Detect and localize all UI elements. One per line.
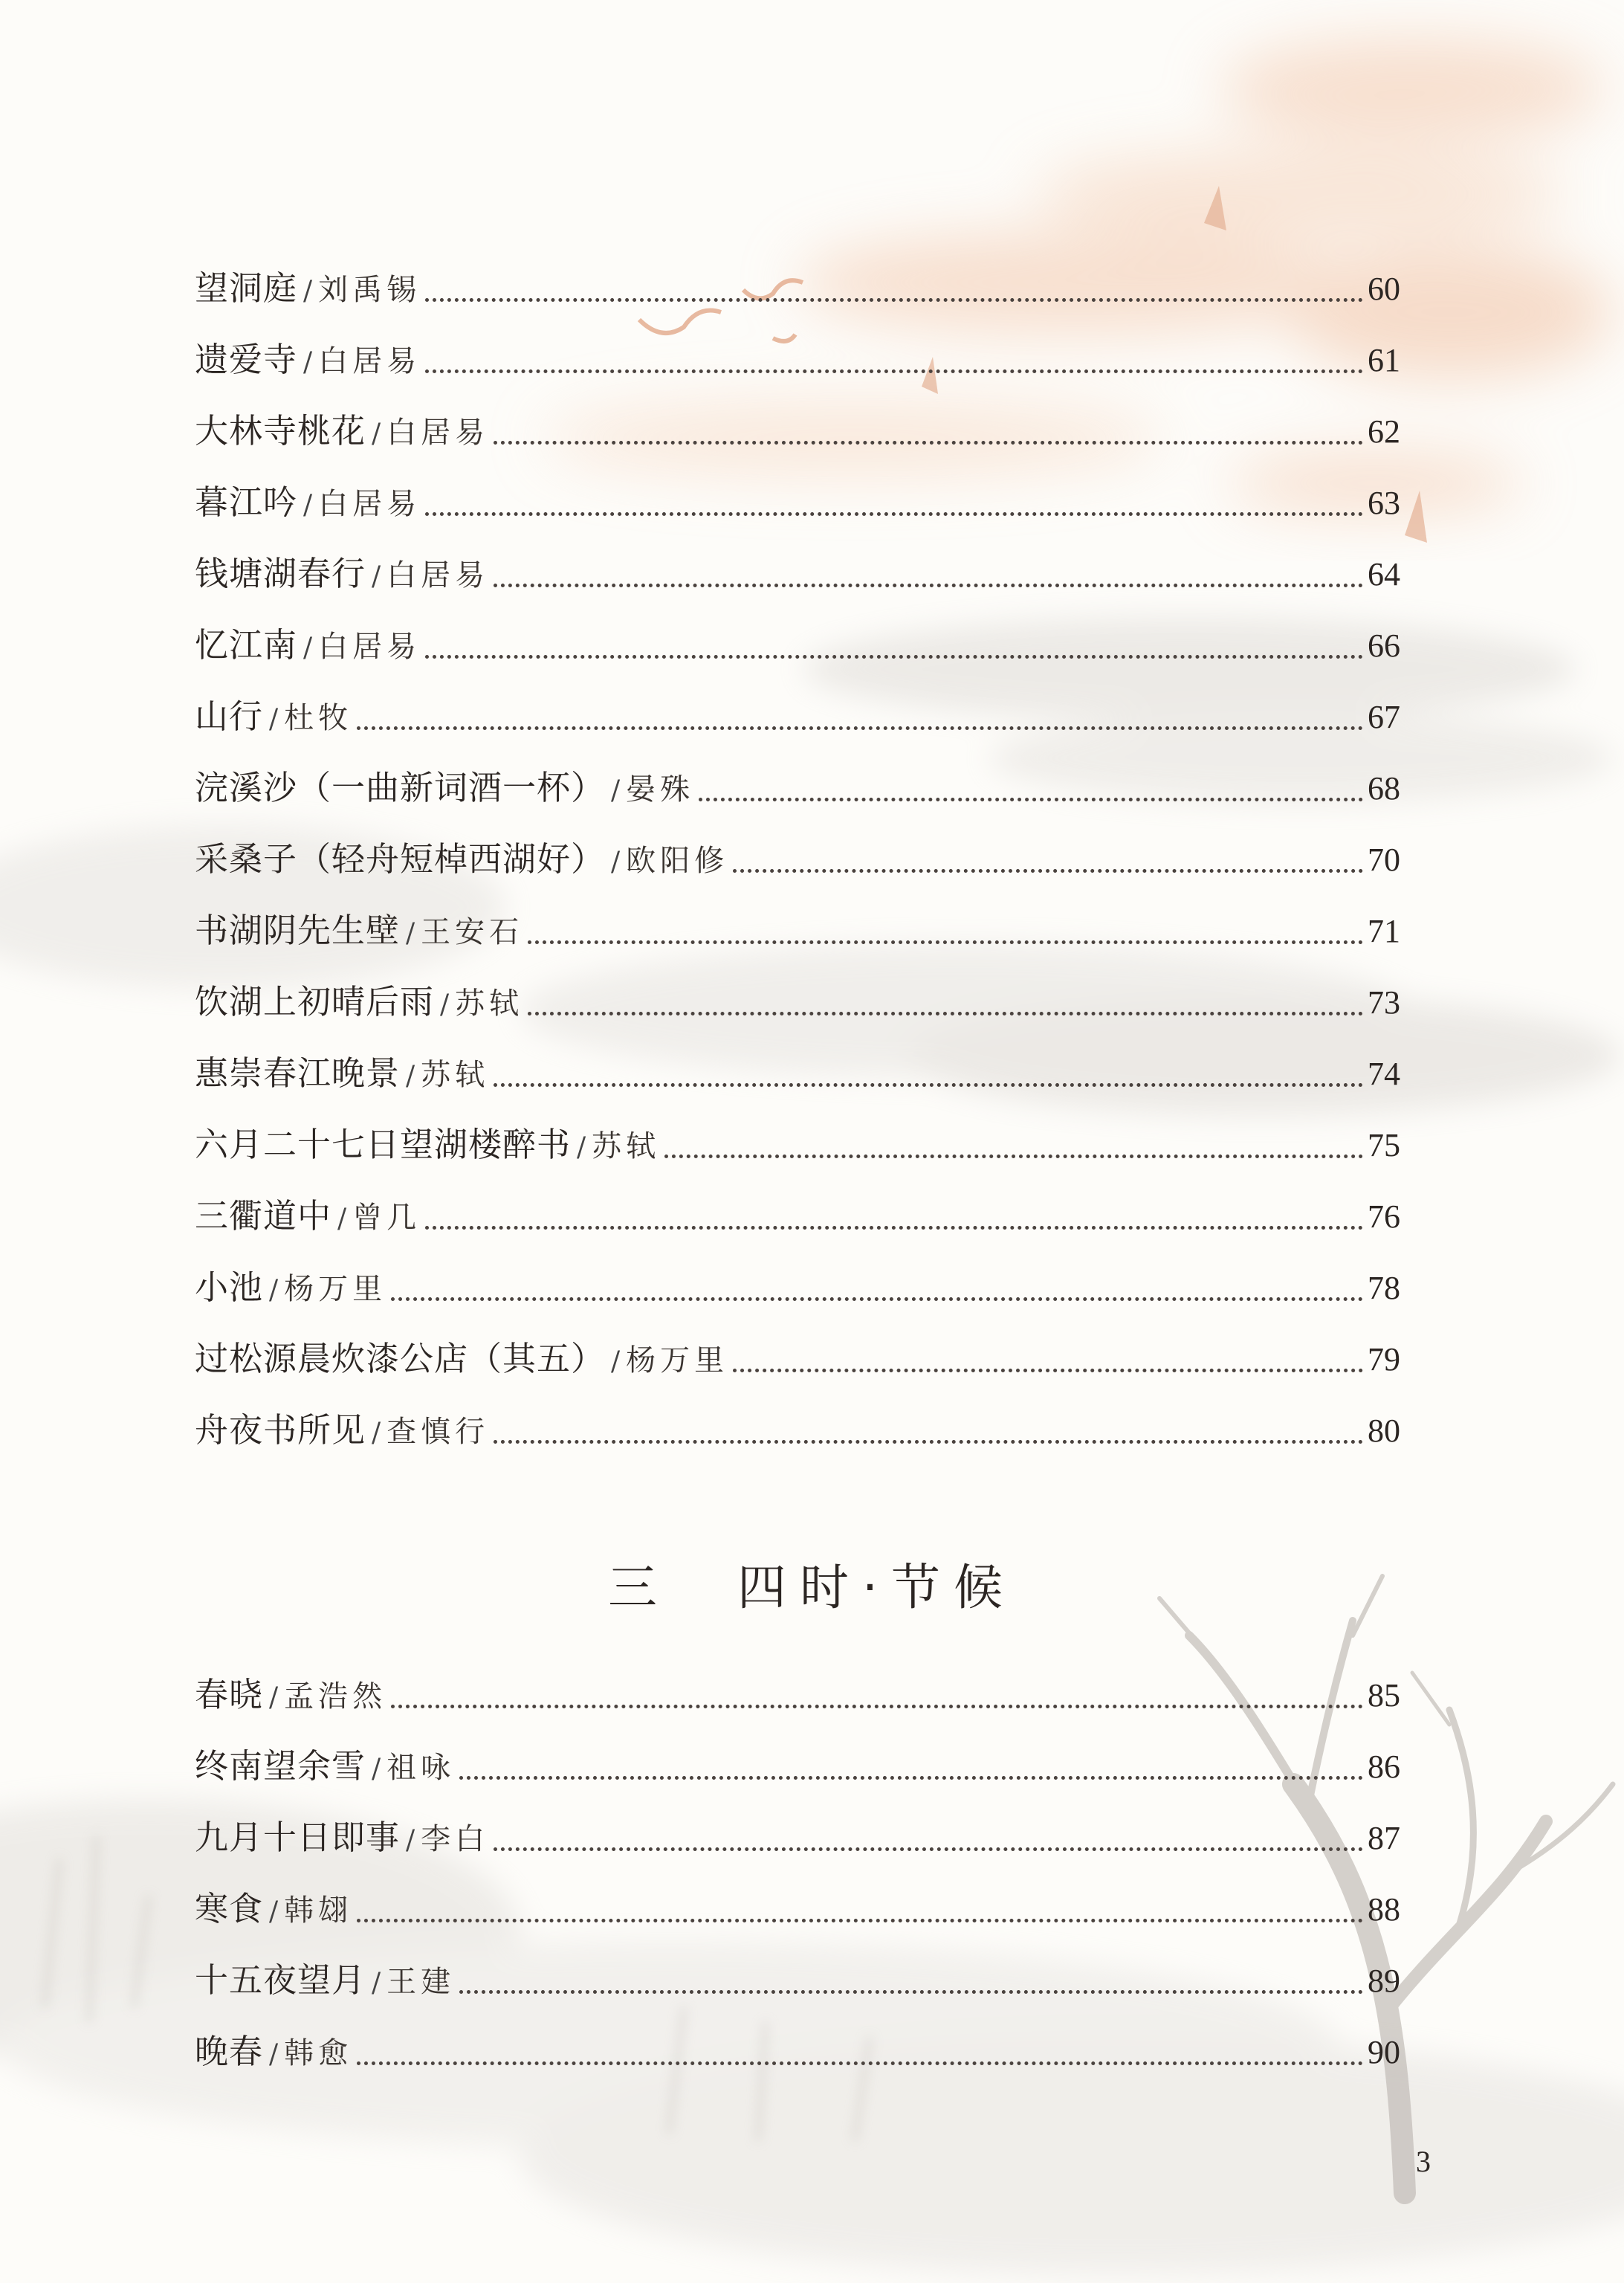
dot-leader [459, 1989, 1363, 1994]
dot-leader [494, 582, 1363, 587]
entry-separator: / [269, 2039, 279, 2070]
entry-page-number: 87 [1368, 1820, 1400, 1856]
entry-page-number: 62 [1368, 413, 1400, 450]
entry-separator: / [303, 633, 313, 663]
toc-entry[interactable] [195, 1395, 1400, 1466]
entry-author: 刘禹锡 [318, 273, 421, 307]
toc-entry[interactable] [195, 1252, 1400, 1323]
dot-leader [494, 1438, 1363, 1444]
toc-list-part-2 [195, 1659, 1400, 2087]
toc-entry[interactable] [195, 324, 1400, 395]
entry-author: 王安石 [421, 915, 524, 949]
entry-page-number: 71 [1368, 913, 1400, 949]
entry-separator: / [372, 561, 381, 592]
entry-page-number: 75 [1368, 1127, 1400, 1163]
toc-entry[interactable] [195, 824, 1400, 895]
entry-author: 祖咏 [386, 1751, 456, 1785]
entry-author: 孟浩然 [284, 1679, 387, 1714]
entry-title: 惠崇春江晚景 [195, 1053, 401, 1093]
toc-entry[interactable] [195, 1659, 1400, 1731]
entry-title: 寒食 [195, 1889, 264, 1928]
toc-entry[interactable] [195, 1731, 1400, 1802]
entry-separator: / [372, 1754, 381, 1784]
toc-entry[interactable] [195, 681, 1400, 752]
entry-page-number: 67 [1368, 699, 1400, 735]
section-name: 四时·节候 [737, 1559, 1016, 1616]
entry-title: 书湖阴先生壁 [195, 911, 401, 950]
entry-author: 苏轼 [455, 986, 524, 1021]
entry-author: 白居易 [386, 558, 490, 592]
entry-page-number: 85 [1368, 1677, 1400, 1714]
entry-title: 采桑子（轻舟短棹西湖好） [195, 839, 606, 879]
entry-page-number: 61 [1368, 342, 1400, 378]
toc-entry[interactable] [195, 2016, 1400, 2087]
entry-author: 苏轼 [592, 1129, 661, 1163]
entry-page-number: 73 [1368, 984, 1400, 1021]
entry-author: 李白 [421, 1822, 490, 1856]
entry-title: 浣溪沙（一曲新词酒一杯） [195, 768, 606, 807]
entry-title: 春晓 [195, 1675, 264, 1714]
toc-entry[interactable] [195, 610, 1400, 681]
dot-leader [357, 2060, 1363, 2065]
entry-author: 白居易 [318, 344, 421, 378]
toc-entry[interactable] [195, 1323, 1400, 1395]
toc-entry[interactable] [195, 467, 1400, 538]
page-number: 3 [1416, 2145, 1431, 2178]
entry-separator: / [406, 1825, 415, 1856]
dot-leader [391, 1296, 1363, 1301]
entry-title: 望洞庭 [195, 268, 298, 308]
dot-leader [425, 368, 1363, 373]
entry-author: 晏殊 [626, 772, 695, 807]
toc-entry[interactable] [195, 1802, 1400, 1873]
entry-page-number: 76 [1368, 1198, 1400, 1235]
entry-title: 山行 [195, 697, 264, 736]
dot-leader [391, 1703, 1363, 1708]
toc-entry[interactable] [195, 1945, 1400, 2016]
entry-separator: / [269, 704, 279, 734]
dot-leader [494, 439, 1363, 445]
entry-page-number: 63 [1368, 485, 1400, 521]
entry-page-number: 89 [1368, 1963, 1400, 1999]
toc-entry[interactable] [195, 1181, 1400, 1252]
entry-page-number: 90 [1368, 2034, 1400, 2070]
entry-page-number: 66 [1368, 627, 1400, 664]
dot-leader [425, 1224, 1363, 1230]
toc-entry[interactable] [195, 395, 1400, 467]
toc-entry[interactable] [195, 1038, 1400, 1109]
entry-title: 三衢道中 [195, 1196, 332, 1236]
dot-leader [494, 1082, 1363, 1087]
entry-separator: / [303, 276, 313, 306]
entry-separator: / [337, 1204, 347, 1234]
entry-page-number: 64 [1368, 556, 1400, 592]
entry-separator: / [440, 989, 450, 1020]
toc-entry[interactable] [195, 1873, 1400, 1945]
toc-entry[interactable] [195, 538, 1400, 610]
entry-separator: / [611, 1346, 621, 1377]
entry-title: 过松源晨炊漆公店（其五） [195, 1339, 606, 1378]
entry-author: 韩翃 [284, 1893, 353, 1928]
entry-title: 舟夜书所见 [195, 1410, 366, 1450]
entry-title: 大林寺桃花 [195, 411, 366, 451]
entry-page-number: 88 [1368, 1891, 1400, 1928]
entry-title: 终南望余雪 [195, 1746, 366, 1786]
entry-title: 十五夜望月 [195, 1960, 366, 2000]
entry-page-number: 80 [1368, 1412, 1400, 1449]
dot-leader [699, 796, 1363, 801]
entry-author: 查慎行 [386, 1415, 490, 1449]
entry-separator: / [372, 1968, 381, 1998]
dot-leader [425, 653, 1363, 659]
entry-separator: / [269, 1682, 279, 1713]
entry-title: 暮江吟 [195, 482, 298, 522]
entry-separator: / [269, 1275, 279, 1305]
entry-author: 白居易 [386, 416, 490, 450]
entry-author: 欧阳修 [626, 844, 729, 878]
entry-separator: / [269, 1896, 279, 1927]
entry-separator: / [303, 347, 313, 378]
toc-entry[interactable] [195, 253, 1400, 324]
entry-page-number: 79 [1368, 1341, 1400, 1378]
entry-separator: / [372, 419, 381, 449]
entry-author: 白居易 [318, 487, 421, 521]
entry-title: 六月二十七日望湖楼醉书 [195, 1125, 572, 1164]
entry-separator: / [611, 847, 621, 877]
toc-entry[interactable] [195, 1109, 1400, 1181]
entry-author: 韩愈 [284, 2036, 353, 2070]
toc-entry[interactable] [195, 752, 1400, 824]
dot-leader [425, 511, 1363, 516]
section-number: 三 [608, 1559, 670, 1616]
dot-leader [425, 297, 1363, 302]
entry-author: 曾几 [352, 1201, 421, 1235]
dot-leader [733, 1367, 1363, 1372]
entry-page-number: 74 [1368, 1056, 1400, 1092]
entry-page-number: 78 [1368, 1270, 1400, 1306]
dot-leader [528, 1010, 1363, 1015]
entry-author: 杨万里 [626, 1343, 729, 1378]
entry-separator: / [406, 918, 415, 949]
entry-page-number: 70 [1368, 842, 1400, 878]
dot-leader [528, 939, 1363, 944]
dot-leader [357, 725, 1363, 730]
entry-page-number: 86 [1368, 1748, 1400, 1785]
entry-separator: / [303, 490, 313, 520]
entry-separator: / [577, 1132, 586, 1163]
toc-list-part-1 [195, 253, 1400, 1466]
entry-title: 忆江南 [195, 625, 298, 665]
toc-entry[interactable] [195, 966, 1400, 1038]
entry-separator: / [611, 775, 621, 806]
entry-title: 饮湖上初晴后雨 [195, 982, 435, 1021]
dot-leader [494, 1846, 1363, 1851]
entry-separator: / [372, 1418, 381, 1448]
entry-author: 王建 [386, 1965, 456, 1999]
entry-author: 白居易 [318, 630, 421, 664]
entry-author: 杨万里 [284, 1272, 387, 1306]
entry-title: 晚春 [195, 2032, 264, 2071]
dot-leader [459, 1775, 1363, 1780]
toc-entry[interactable] [195, 895, 1400, 966]
entry-title: 九月十日即事 [195, 1818, 401, 1857]
entry-title: 遗爱寺 [195, 340, 298, 379]
section-heading [0, 1548, 1624, 1618]
entry-page-number: 60 [1368, 271, 1400, 307]
entry-author: 杜牧 [284, 701, 353, 735]
dot-leader [664, 1153, 1363, 1158]
entry-author: 苏轼 [421, 1058, 490, 1092]
entry-title: 钱塘湖春行 [195, 554, 366, 593]
entry-title: 小池 [195, 1268, 264, 1307]
entry-page-number: 68 [1368, 770, 1400, 807]
dot-leader [733, 868, 1363, 873]
entry-separator: / [406, 1061, 415, 1091]
dot-leader [357, 1917, 1363, 1922]
